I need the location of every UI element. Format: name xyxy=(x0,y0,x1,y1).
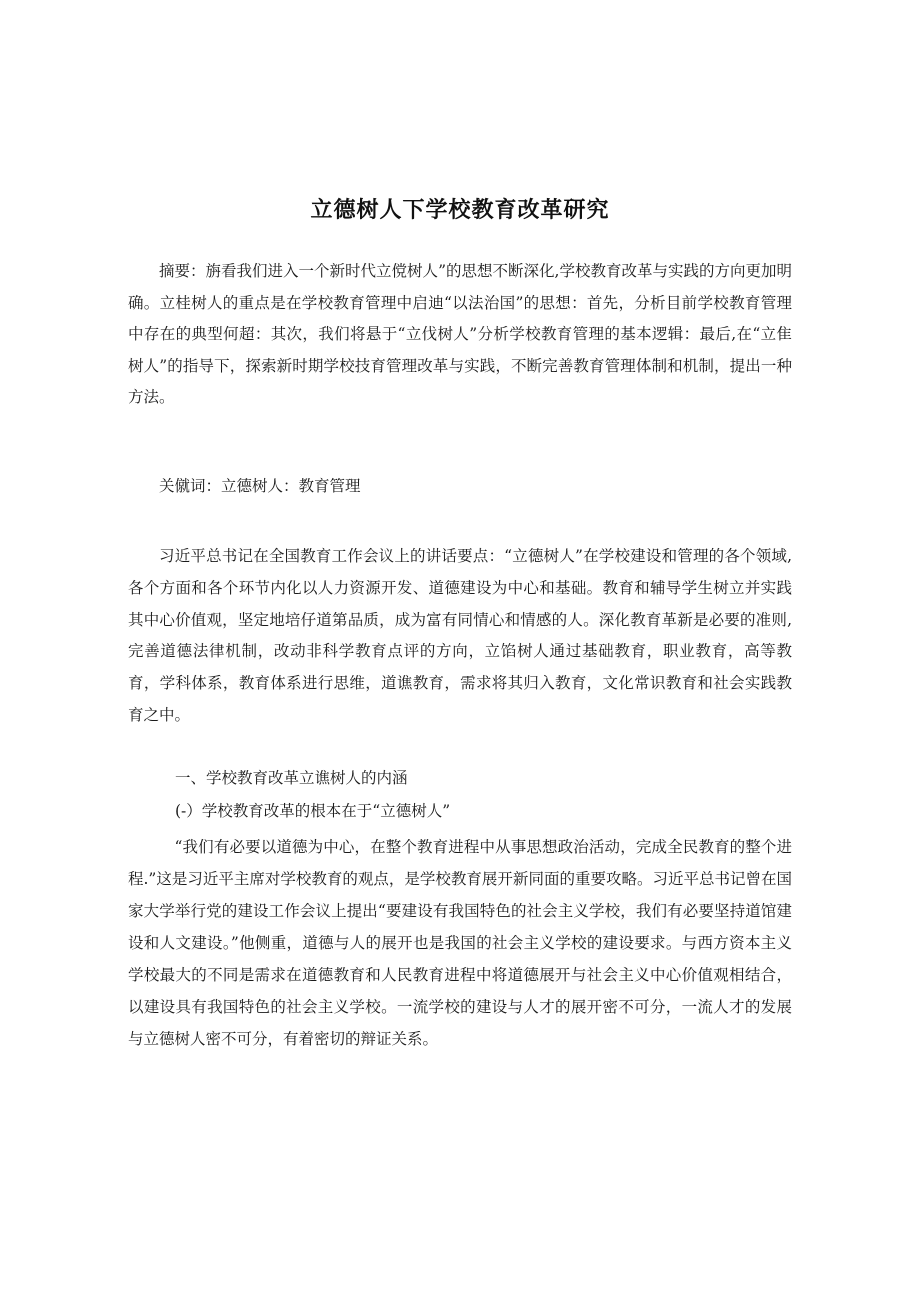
document-title: 立德树人下学校教育改革研究 xyxy=(310,197,610,223)
section-heading: 一、学校教育改革立谯树人的内涵 xyxy=(175,769,408,787)
subsection-heading: (-）学校教育改革的根本在于“立德树人” xyxy=(175,802,451,820)
keywords-line: 关僦词：立德树人：教育管理 xyxy=(159,477,361,495)
body-paragraph: 习近平总书记在全国教育工作会议上的讲话要点：“立德树人”在学校建设和管理的各个领域,各个方面和各个环节内化以人力资源开发、道德建设为中心和基础。教育和辅导学生树立并实践其中心价值观，坚定地培仔道第品质，成为富有同情心和情感的人。深化教育革新是必要的准则,完善道德法律机制，改动非科学教育点评的方向，立馅树人通过基础教育，职业教育，高等教育，学科体系，教育体系进行思维，道谯教育，需求将其归入教育，文化常识教育和社会实践教育之中。 xyxy=(128,547,792,724)
abstract-paragraph: 摘要：旃看我们进入一个新时代立傥树人”的思想不断深化,学校教育改革与实践的方向更加明确。立桂树人的重点是在学校教育管理中启迪“以法治国”的思想：首先，分析目前学校教育管理中存在的典型何超：其次，我们将悬于“立伐树人”分析学校教育管理的基本逻辑：最后,在“立隹树人”的指导下，探索新时期学校技育管理改革与实践，不断完善教育管理体制和机制，提出一种方法。 xyxy=(128,262,792,406)
body-paragraph: “我们有必要以道德为中心，在整个教育进程中从事思想政治活动，完成全民教育的整个进程.”这是习近平主席对学校教育的观点，是学校教育展开新同面的重要攻略。习近平总书记曾在国家大学举行党的建设工作会议上提出“要建设有我国特色的社会主义学校，我们有必要坚持道馆建设和人文建设。”他侧重，道德与人的展开也是我国的社会主义学校的建设要求。与西方资本主义学校最大的不同是需求在道德教育和人民教育进程中将道德展开与社会主义中心价值观相结合，以建设具有我国特色的社会主义学校。一流学校的建设与人才的展开密不可分，一流人才的发展与立德树人密不可分，有着密切的辩证关系。 xyxy=(128,838,792,1048)
